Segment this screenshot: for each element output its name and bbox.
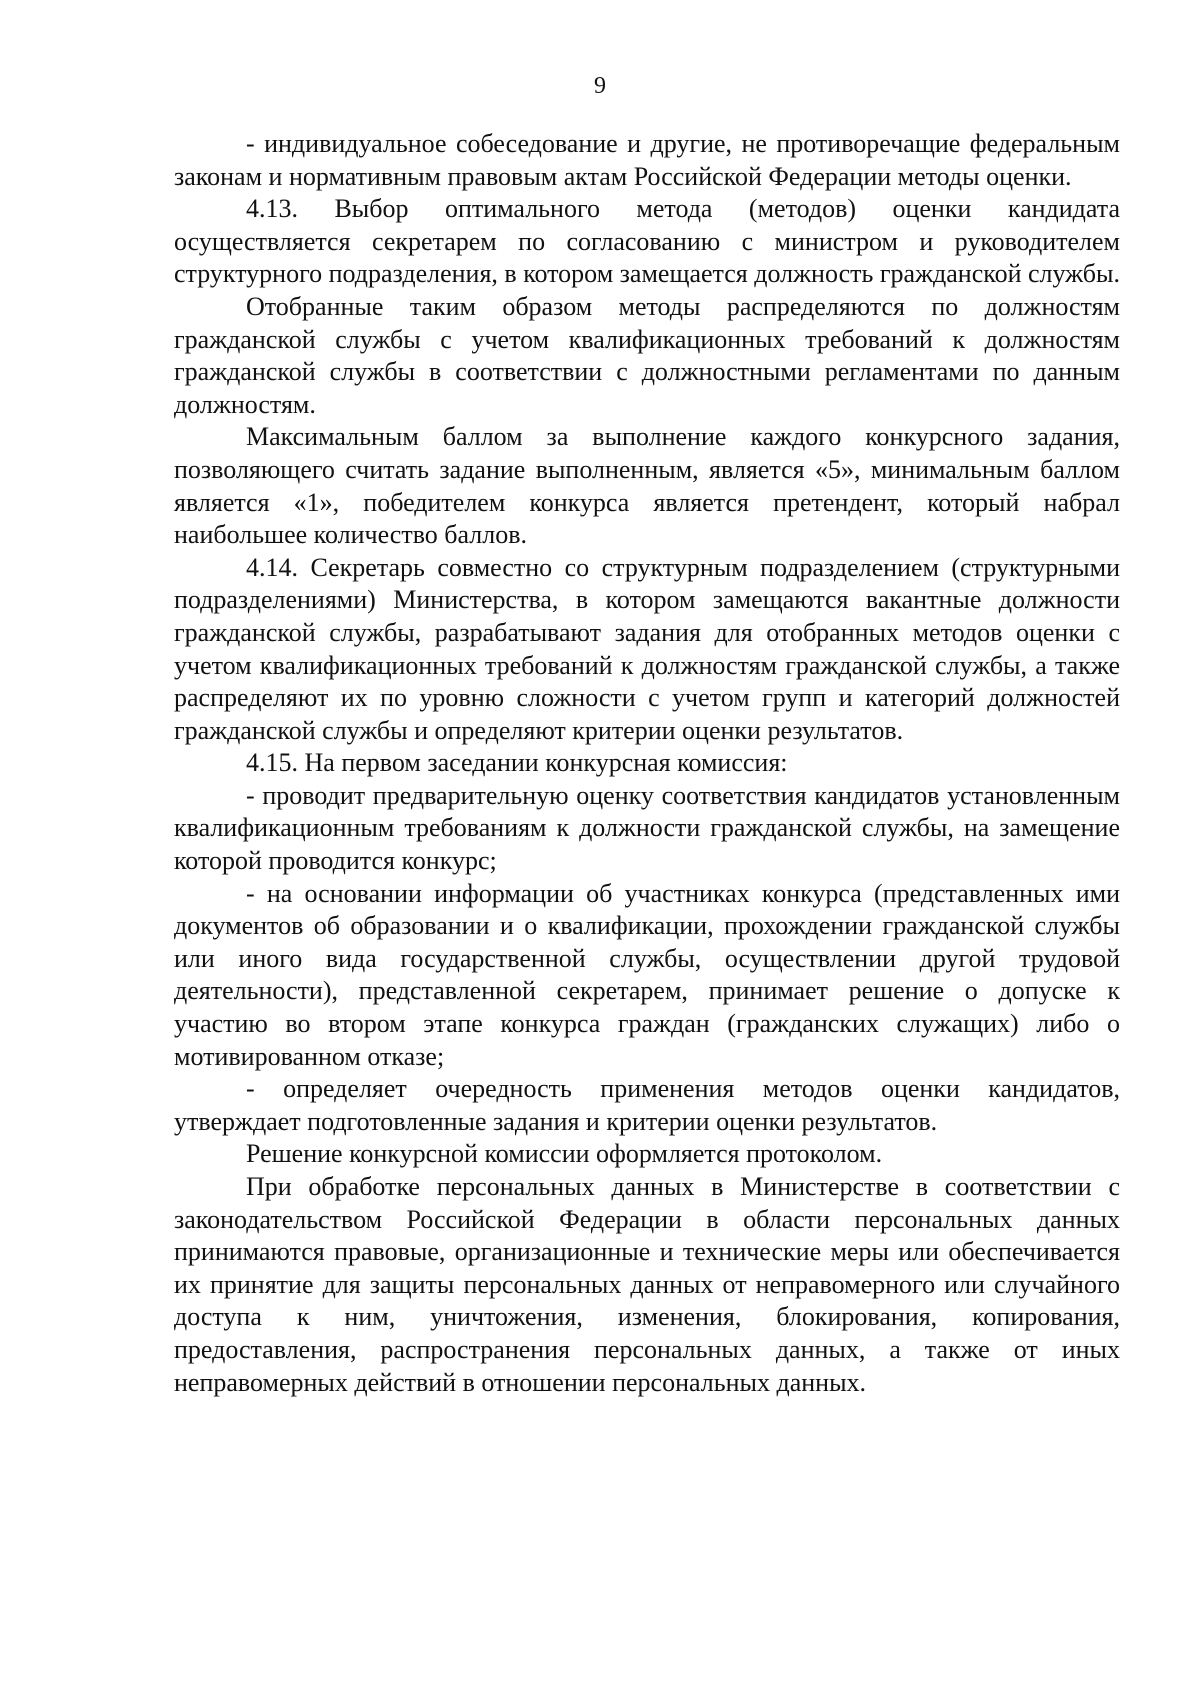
paragraph-preliminary-assessment: - проводит предварительную оценку соответствия кандидатов установленным квалификационным требованиям к должности гражданской службы, на замещение которой проводится конкурс; <box>174 780 1120 876</box>
paragraph-protocol: Решение конкурсной комиссии оформляется протоколом. <box>246 1139 883 1169</box>
paragraph-assessment-methods-end: - индивидуальное собеседование и другие, не противоречащие федеральным законам и нормативным правовым актам Российской Федерации методы оценки. <box>174 129 1120 191</box>
paragraph-selected-methods: Отобранные таким образом методы распределяются по должностям гражданской службы с учетом квалификационных требований к должностям гражданской службы в соответствии с должностными регламентами по данным должностям. <box>174 291 1120 419</box>
paragraph-scoring: Максимальным баллом за выполнение каждого конкурсного задания, позволяющего считать задание выполненным, является «5», минимальным баллом является «1», победителем конкурса является претендент, который набрал наибольшее количество баллов. <box>174 422 1120 550</box>
paragraph-4-15: 4.15. На первом заседании конкурсная комиссия: <box>246 748 788 778</box>
document-body <box>174 128 1120 1399</box>
paragraph-4-14: 4.14. Секретарь совместно со структурным подразделением (структурными подразделениями) Министерства, в котором замещаются вакантные должности гражданской службы, разрабатывают задания для отобранных методов оценки с учетом квалификационных требований к должностям гражданской службы, а также распределяют их по уровню сложности с учетом групп и категорий должностей гражданской службы и определяют критерии оценки результатов. <box>174 552 1120 745</box>
page-number: 9 <box>594 73 606 99</box>
paragraph-order-of-methods: - определяет очередность применения методов оценки кандидатов, утверждает подготовленные задания и критерии оценки результатов. <box>174 1074 1120 1136</box>
paragraph-4-13: 4.13. Выбор оптимального метода (методов) оценки кандидата осуществляется секретарем по согласованию с министром и руководителем структурного подразделения, в котором замещается должность гражданской службы. <box>174 194 1120 289</box>
paragraph-personal-data: При обработке персональных данных в Министерстве в соответствии с законодательством Российской Федерации в области персональных данных принимаются правовые, организационные и технические меры или обеспечивается их принятие для защиты персональных данных от неправомерного или случайного доступа к ним, уничтожения, изменения, блокирования, копирования, предоставления, распространения персональных данных, а также от иных неправомерных действий в отношении персональных данных. <box>174 1172 1120 1397</box>
paragraph-admission-decision: - на основании информации об участниках конкурса (представленных ими документов об образовании и о квалификации, прохождении гражданской службы или иного вида государственной службы, осуществлении другой трудовой деятельности), представленной секретарем, принимает решение о допуске к участию во втором этапе конкурса граждан (гражданских служащих) либо о мотивированном отказе; <box>174 878 1120 1071</box>
